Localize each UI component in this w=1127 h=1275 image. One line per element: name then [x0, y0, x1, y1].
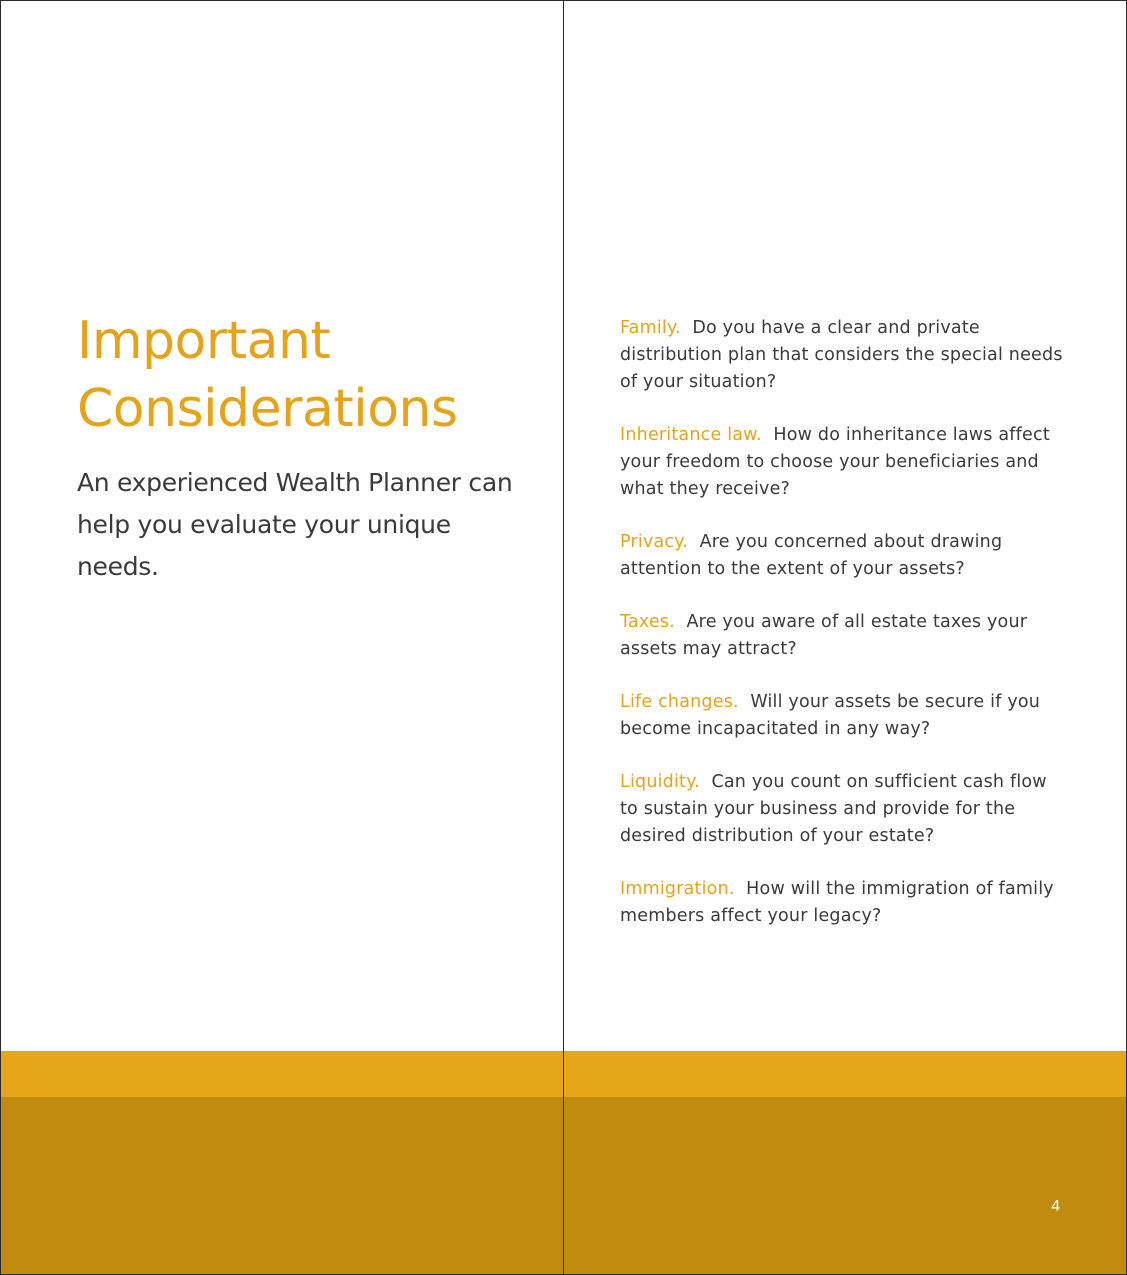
footer-band-dark [564, 1097, 1126, 1274]
item-heading: Immigration. [620, 879, 735, 899]
item-body: Do you have a clear and private distribution plan that considers the special needs of your situation? [620, 318, 1063, 392]
consideration-immigration [620, 876, 1070, 930]
footer-band-dark [1, 1097, 563, 1274]
item-body: Are you aware of all estate taxes your assets may attract? [620, 612, 1028, 659]
consideration-taxes [620, 609, 1070, 663]
right-page [563, 0, 1127, 1275]
item-body: How do inheritance laws affect your freedom to choose your beneficiaries and what they receive? [620, 425, 1050, 499]
footer-band-light [1, 1051, 563, 1097]
item-body: How will the immigration of family members affect your legacy? [620, 879, 1054, 926]
consideration-inheritance-law [620, 422, 1070, 503]
consideration-life-changes [620, 689, 1070, 743]
item-body: Are you concerned about drawing attention to the extent of your assets? [620, 532, 1003, 579]
item-heading: Privacy. [620, 532, 689, 552]
item-body: Will your assets be secure if you become incapacitated in any way? [620, 692, 1041, 739]
title-line-1: Important [77, 311, 331, 371]
item-heading: Life changes. [620, 692, 739, 712]
considerations-list [620, 315, 1070, 956]
title-line-2: Considerations [77, 379, 458, 439]
footer-band-light [564, 1051, 1126, 1097]
page-subtitle: An experienced Wealth Planner can help you evaluate your unique needs. [77, 468, 513, 581]
consideration-liquidity [620, 769, 1070, 850]
consideration-family [620, 315, 1070, 396]
item-heading: Family. [620, 318, 681, 338]
item-body: Can you count on sufficient cash flow to sustain your business and provide for the desired distribution of your estate? [620, 772, 1047, 846]
item-heading: Liquidity. [620, 772, 700, 792]
item-heading: Inheritance law. [620, 425, 762, 445]
item-heading: Taxes. [620, 612, 675, 632]
page-title [77, 307, 458, 443]
consideration-privacy [620, 529, 1070, 583]
page-number: 4 [1051, 1197, 1061, 1215]
